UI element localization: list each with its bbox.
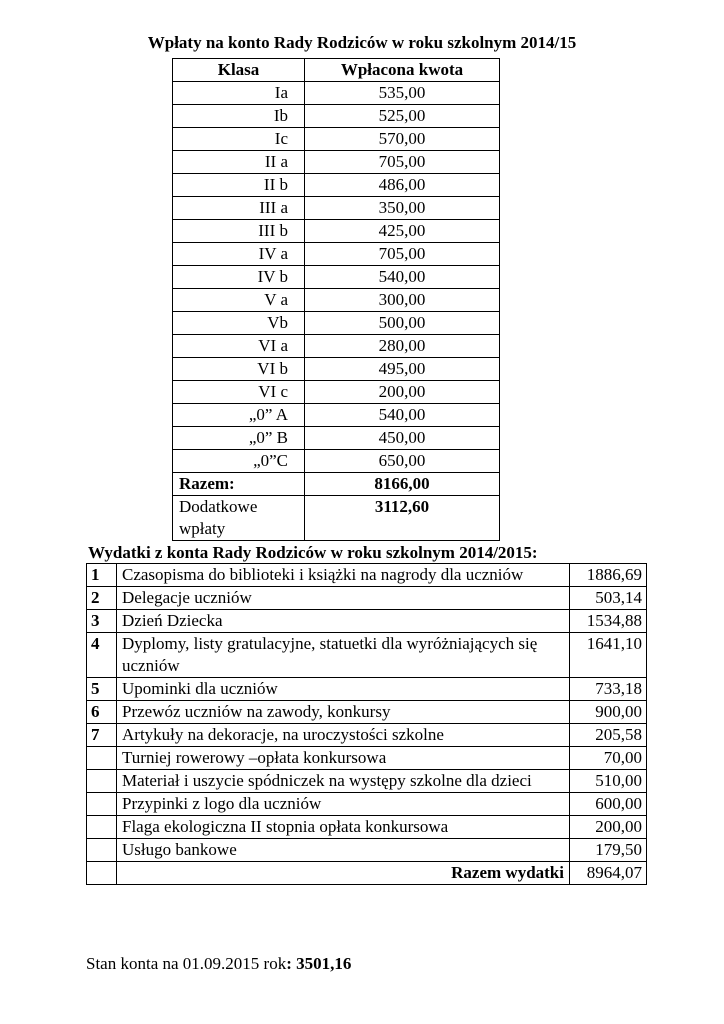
expense-description: Turniej rowerowy –opłata konkursowa [117,747,570,770]
income-kwota: 570,00 [305,128,500,151]
income-total-value: 8166,00 [305,473,500,496]
income-row [173,243,500,266]
expenses-table [86,563,647,885]
income-row [173,174,500,197]
income-klasa: II b [173,174,305,197]
income-kwota: 280,00 [305,335,500,358]
expense-number: 6 [87,701,117,724]
income-table [172,58,500,541]
income-klasa: VI c [173,381,305,404]
expense-amount: 179,50 [570,839,647,862]
income-row [173,128,500,151]
expenses-total-label: Razem wydatki [117,862,570,885]
expense-row [87,701,647,724]
income-klasa: II a [173,151,305,174]
expense-number: 3 [87,610,117,633]
expense-amount: 200,00 [570,816,647,839]
income-kwota: 500,00 [305,312,500,335]
expense-description: Przypinki z logo dla uczniów [117,793,570,816]
expense-row [87,724,647,747]
expense-row [87,770,647,793]
income-total-row [173,473,500,496]
income-row [173,450,500,473]
expenses-total-empty [87,862,117,885]
balance-label: Stan konta na 01.09.2015 rok [86,954,287,973]
income-extra-row [173,496,500,541]
expenses-total-row [87,862,647,885]
expense-number: 5 [87,678,117,701]
expense-number [87,816,117,839]
income-kwota: 300,00 [305,289,500,312]
income-row [173,220,500,243]
expense-number [87,747,117,770]
expense-description: Delegacje uczniów [117,587,570,610]
expense-description: Flaga ekologiczna II stopnia opłata konkursowa [117,816,570,839]
income-row [173,151,500,174]
income-klasa: V a [173,289,305,312]
income-klasa: Ib [173,105,305,128]
income-klasa: „0” B [173,427,305,450]
income-extra-label: Dodatkowe wpłaty [173,496,305,541]
expense-amount: 510,00 [570,770,647,793]
income-kwota: 525,00 [305,105,500,128]
income-kwota: 495,00 [305,358,500,381]
income-klasa: III a [173,197,305,220]
income-table-body [173,82,500,473]
income-title: Wpłaty na konto Rady Rodziców w roku szkolnym 2014/15 [147,33,577,52]
expense-number: 2 [87,587,117,610]
income-kwota: 705,00 [305,243,500,266]
income-row [173,427,500,450]
expense-description: Przewóz uczniów na zawody, konkursy [117,701,570,724]
expense-row [87,564,647,587]
expense-number [87,793,117,816]
balance-value: : 3501,16 [286,954,352,973]
income-kwota: 350,00 [305,197,500,220]
expense-amount: 1641,10 [570,633,647,678]
expense-row [87,587,647,610]
expense-amount: 1534,88 [570,610,647,633]
income-row [173,289,500,312]
expense-number [87,839,117,862]
income-row [173,404,500,427]
header-kwota: Wpłacona kwota [305,59,500,82]
expense-description: Dyplomy, listy gratulacyjne, statuetki dla wyróżniających się uczniów [117,633,570,678]
income-kwota: 540,00 [305,266,500,289]
expense-number: 4 [87,633,117,678]
income-klasa: IV b [173,266,305,289]
income-row [173,312,500,335]
expense-number [87,770,117,793]
expense-amount: 503,14 [570,587,647,610]
expense-row [87,678,647,701]
expense-row [87,747,647,770]
expense-description: Czasopisma do biblioteki i książki na nagrody dla uczniów [117,564,570,587]
expense-row [87,816,647,839]
income-kwota: 650,00 [305,450,500,473]
expense-amount: 733,18 [570,678,647,701]
income-kwota: 450,00 [305,427,500,450]
income-klasa: IV a [173,243,305,266]
income-kwota: 705,00 [305,151,500,174]
income-klasa: Ia [173,82,305,105]
expense-description: Materiał i uszycie spódniczek na występy szkolne dla dzieci [117,770,570,793]
expense-description: Usługo bankowe [117,839,570,862]
income-klasa: VI b [173,358,305,381]
expense-number: 7 [87,724,117,747]
expense-description: Artykuły na dekoracje, na uroczystości szkolne [117,724,570,747]
header-klasa: Klasa [173,59,305,82]
expense-description: Dzień Dziecka [117,610,570,633]
income-total-label: Razem: [173,473,305,496]
income-row [173,381,500,404]
expenses-total-value: 8964,07 [570,862,647,885]
income-klasa: „0”C [173,450,305,473]
income-row [173,266,500,289]
expense-row [87,793,647,816]
expense-amount: 205,58 [570,724,647,747]
income-extra-value: 3112,60 [305,496,500,541]
income-row [173,335,500,358]
expense-amount: 70,00 [570,747,647,770]
income-kwota: 540,00 [305,404,500,427]
income-kwota: 425,00 [305,220,500,243]
expenses-title: Wydatki z konta Rady Rodziców w roku szkolnym 2014/2015: [88,543,538,562]
income-klasa: III b [173,220,305,243]
expense-amount: 1886,69 [570,564,647,587]
income-klasa: „0” A [173,404,305,427]
expense-row [87,633,647,678]
expenses-table-body [87,564,647,862]
expense-description: Upominki dla uczniów [117,678,570,701]
income-header-row [173,59,500,82]
income-kwota: 535,00 [305,82,500,105]
account-balance [86,954,351,974]
expense-number: 1 [87,564,117,587]
income-klasa: VI a [173,335,305,358]
income-row [173,82,500,105]
income-klasa: Vb [173,312,305,335]
expense-amount: 600,00 [570,793,647,816]
expense-row [87,610,647,633]
income-kwota: 200,00 [305,381,500,404]
income-row [173,358,500,381]
income-row [173,197,500,220]
expense-row [87,839,647,862]
income-kwota: 486,00 [305,174,500,197]
income-row [173,105,500,128]
income-klasa: Ic [173,128,305,151]
expense-amount: 900,00 [570,701,647,724]
